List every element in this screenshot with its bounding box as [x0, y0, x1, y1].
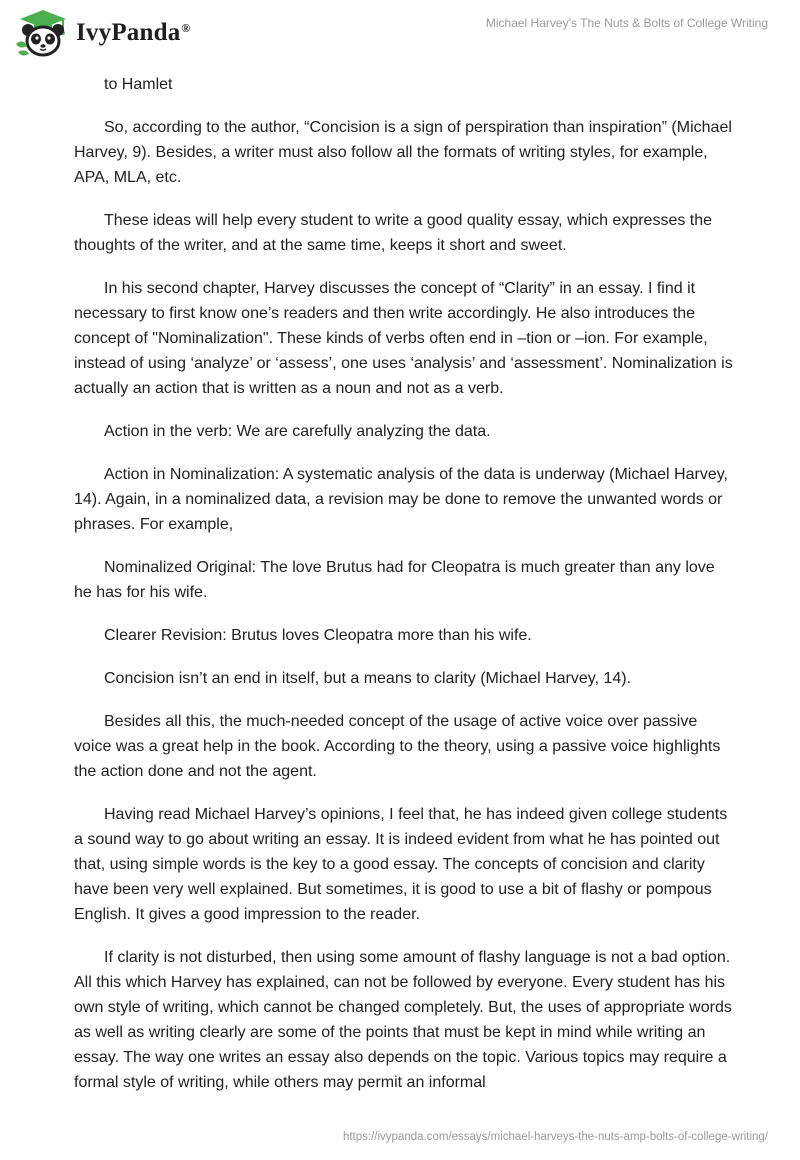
page-header — [0, 0, 800, 70]
registered-mark: ® — [181, 21, 191, 35]
source-url-link[interactable]: https://ivypanda.com/essays/michael-harveys-the-nuts-amp-bolts-of-college-writing/ — [342, 1131, 768, 1143]
paragraph: Nominalized Original: The love Brutus had for Cleopatra is much greater than any love he has for his wife. — [74, 559, 715, 601]
paragraph: to Hamlet — [104, 76, 173, 93]
paragraph: Having read Michael Harvey’s opinions, I feel that, he has indeed given college students a sound way to go about writing an essay. It is indeed evident from what he has pointed out that, using simple words is the key to a good essay. The concepts of concision and clarity have been very well explained. But sometimes, it is good to use a bit of flashy or pompous English. It gives a good impression to the reader. — [74, 806, 728, 923]
brand-text: IvyPanda — [76, 19, 181, 46]
paragraph: Action in the verb: We are carefully analyzing the data. — [104, 423, 491, 440]
paragraph: In his second chapter, Harvey discusses the concept of “Clarity” in an essay. I find it necessary to first know one’s readers and then write accordingly. He also introduces the concept of "Nominalization". These kinds of verbs often end in –tion or –ion. For example, instead of using ‘analyze’ or ‘assess’, one uses ‘analysis’ and ‘assessment’. Nominalization is actually an action that is written as a noun and not as a verb. — [74, 280, 733, 397]
paragraph: Action in Nominalization: A systematic analysis of the data is underway (Michael Harvey, 14). Again, in a nominalized data, a revision may be done to remove the unwanted words or phrases. For example, — [74, 466, 728, 533]
running-title: Michael Harvey’s The Nuts & Bolts of College Writing — [485, 16, 768, 30]
essay-body — [74, 72, 734, 1113]
ivypanda-logo[interactable] — [14, 8, 191, 58]
paragraph: Besides all this, the much-needed concept of the usage of active voice over passive voice was a great help in the book. According to the theory, using a passive voice highlights the action done and not the agent. — [74, 713, 721, 780]
paragraph: Clearer Revision: Brutus loves Cleopatra more than his wife. — [104, 627, 532, 644]
paragraph: So, according to the author, “Concision is a sign of perspiration than inspiration” (Michael Harvey, 9). Besides, a writer must also follow all the formats of writing styles, for example, APA, MLA, etc. — [74, 119, 732, 186]
brand-name — [76, 19, 191, 47]
panda-graduation-icon — [14, 8, 72, 58]
paragraph: Concision isn’t an end in itself, but a means to clarity (Michael Harvey, 14). — [104, 670, 632, 687]
paragraph: These ideas will help every student to write a good quality essay, which expresses the thoughts of the writer, and at the same time, keeps it short and sweet. — [74, 212, 713, 254]
paragraph: If clarity is not disturbed, then using some amount of flashy language is not a bad option. All this which Harvey has explained, can not be followed by everyone. Every student has his own style of writing, which cannot be changed completely. But, the uses of appropriate words as well as writing clearly are some of the points that must be kept in mind while writing an essay. The way one writes an essay also depends on the topic. Various topics may require a formal style of writing, while others may permit an informal — [74, 949, 732, 1091]
